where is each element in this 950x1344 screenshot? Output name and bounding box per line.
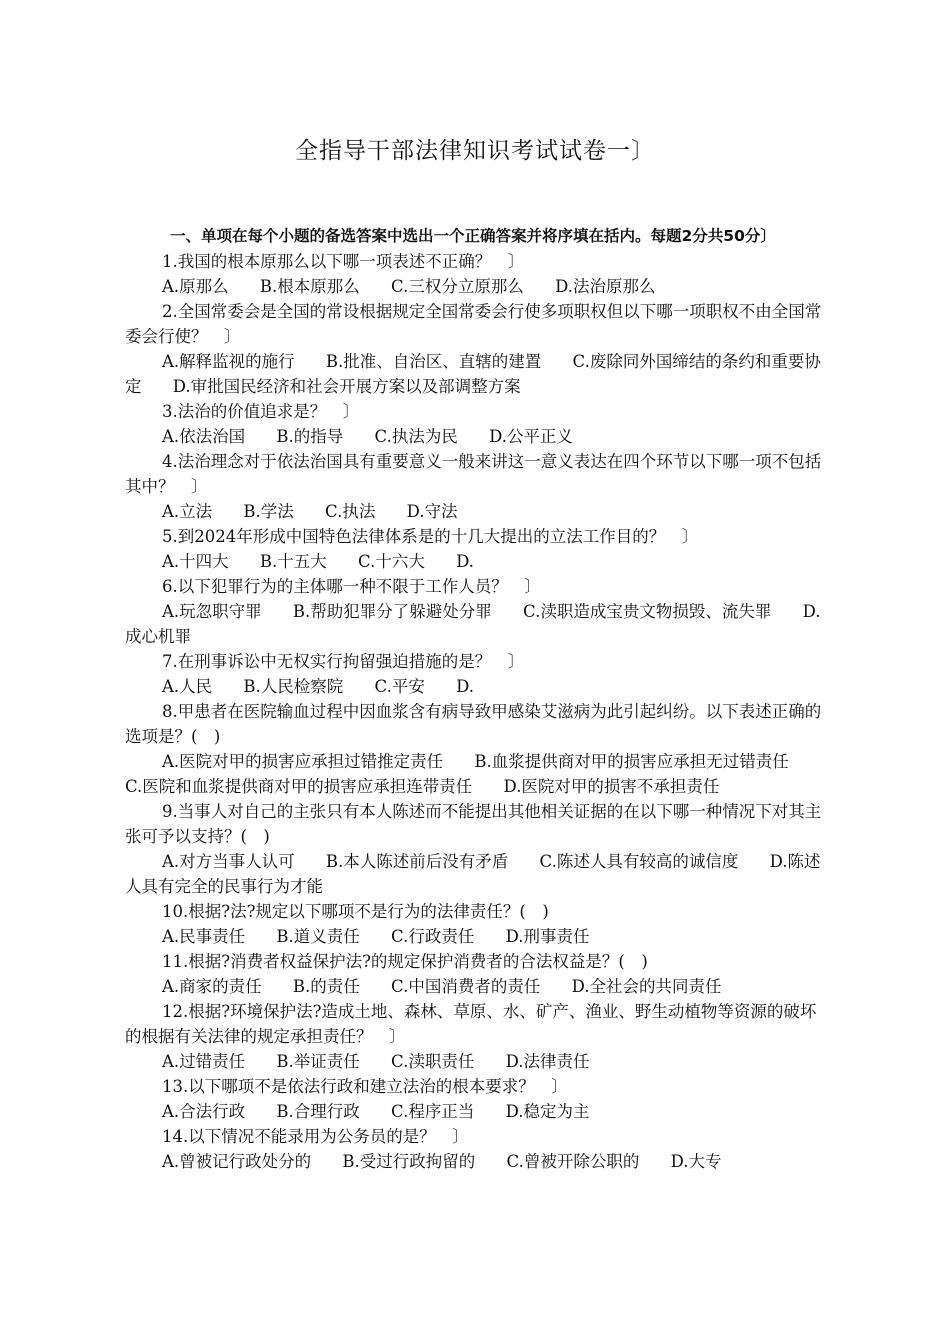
option-item: C.废除同外国缔结的条约和重要协定 bbox=[125, 352, 821, 396]
option-item: A.对方当事人认可 bbox=[162, 852, 295, 871]
option-item: A.曾被记行政处分的 bbox=[162, 1152, 312, 1171]
option-item: D.法治原那么 bbox=[555, 277, 656, 296]
option-item: B.的指导 bbox=[276, 427, 344, 446]
option-item: D.成心机罪 bbox=[125, 602, 821, 646]
option-item: B.的责任 bbox=[292, 977, 360, 996]
option-item: A.玩忽职守罪 bbox=[162, 602, 262, 621]
option-item: B.合理行政 bbox=[276, 1102, 360, 1121]
option-item: D.刑事责任 bbox=[505, 927, 590, 946]
option-item: C.渎职责任 bbox=[391, 1052, 475, 1071]
option-item: A.解释监视的施行 bbox=[162, 352, 295, 371]
option-item: D.审批国民经济和社会开展方案以及部调整方案 bbox=[172, 377, 521, 396]
option-item: A.商家的责任 bbox=[162, 977, 262, 996]
option-item: C.医院和血浆提供商对甲的损害应承担连带责任 bbox=[125, 777, 473, 796]
question-options bbox=[125, 974, 825, 999]
question-options bbox=[125, 424, 825, 449]
option-item: B.受过行政拘留的 bbox=[342, 1152, 476, 1171]
question-options bbox=[125, 849, 825, 899]
option-item: D.法律责任 bbox=[505, 1052, 590, 1071]
option-item: D.大专 bbox=[670, 1152, 722, 1171]
question-options bbox=[125, 674, 825, 699]
question-text: 6.以下犯罪行为的主体哪一种不限于工作人员？ 〕 bbox=[162, 577, 541, 596]
option-item: A.依法治国 bbox=[162, 427, 246, 446]
option-item: B.道义责任 bbox=[276, 927, 360, 946]
question-text: 1.我国的根本原那么以下哪一项表述不正确？ 〕 bbox=[162, 252, 525, 271]
question-options bbox=[125, 549, 825, 574]
option-item: B.学法 bbox=[243, 502, 294, 521]
question-options bbox=[125, 924, 825, 949]
option-item: B.根本原那么 bbox=[259, 277, 360, 296]
option-item: D. bbox=[456, 552, 474, 571]
question-options bbox=[125, 749, 825, 799]
option-item: D.公平正义 bbox=[489, 427, 573, 446]
question-options bbox=[125, 1049, 825, 1074]
option-item: C.曾被开除公职的 bbox=[506, 1152, 640, 1171]
option-item: C.陈述人具有较高的诚信度 bbox=[539, 852, 739, 871]
option-item: A.人民 bbox=[162, 677, 213, 696]
question-options bbox=[125, 499, 825, 524]
question-list bbox=[125, 249, 825, 1174]
option-item: B.批准、自治区、直辖的建置 bbox=[325, 352, 542, 371]
question-text: 13.以下哪项不是依法行政和建立法治的根本要求？ 〕 bbox=[162, 1077, 568, 1096]
question-text: 14.以下情况不能录用为公务员的是？ 〕 bbox=[162, 1127, 469, 1146]
option-item: A.过错责任 bbox=[162, 1052, 246, 1071]
option-item: A.民事责任 bbox=[162, 927, 246, 946]
question-text: 10.根据?法?规定以下哪项不是行为的法律责任？( ) bbox=[162, 902, 549, 921]
option-item: A.十四大 bbox=[162, 552, 229, 571]
option-item: A.医院对甲的损害应承担过错推定责任 bbox=[162, 752, 444, 771]
question-text: 7.在刑事诉讼中无权实行拘留强迫措施的是？ 〕 bbox=[162, 652, 525, 671]
section-heading: 一、单项在每个小题的备选答案中选出一个正确答案并将序填在括内。每题2分共50分〕 bbox=[170, 227, 776, 245]
option-item: B.帮助犯罪分了躲避处分罪 bbox=[292, 602, 492, 621]
question-options bbox=[125, 1149, 825, 1174]
question-text: 9.当事人对自己的主张只有本人陈述而不能提出其他相关证据的在以下哪一种情况下对其主张可予以支持？( ) bbox=[125, 802, 822, 846]
option-item: B.本人陈述前后没有矛盾 bbox=[325, 852, 509, 871]
option-item: D. bbox=[456, 677, 474, 696]
option-item: C.十六大 bbox=[358, 552, 425, 571]
option-item: A.合法行政 bbox=[162, 1102, 246, 1121]
option-item: D.医院对甲的损害不承担责任 bbox=[503, 777, 720, 796]
question-options bbox=[125, 274, 825, 299]
option-item: B.十五大 bbox=[259, 552, 327, 571]
option-item: B.人民检察院 bbox=[243, 677, 344, 696]
option-item: A.立法 bbox=[162, 502, 213, 521]
option-item: B.举证责任 bbox=[276, 1052, 360, 1071]
option-item: B.血浆提供商对甲的损害应承担无过错责任 bbox=[474, 752, 789, 771]
option-item: C.平安 bbox=[374, 677, 425, 696]
option-item: D.稳定为主 bbox=[505, 1102, 590, 1121]
question-text: 12.根据?环境保护法?造成土地、森林、草原、水、矿产、渔业、野生动植物等资源的破坏的根据有关法律的规定承担责任？ 〕 bbox=[125, 1002, 817, 1046]
option-item: A.原那么 bbox=[162, 277, 229, 296]
option-item: C.执法 bbox=[325, 502, 376, 521]
question-options bbox=[125, 349, 825, 399]
question-options bbox=[125, 1099, 825, 1124]
option-item: D.守法 bbox=[406, 502, 458, 521]
option-item: C.三权分立原那么 bbox=[391, 277, 524, 296]
question-options bbox=[125, 599, 825, 649]
option-item: C.执法为民 bbox=[374, 427, 458, 446]
exam-content bbox=[125, 224, 825, 1174]
question-text: 8.甲患者在医院输血过程中因血浆含有病导致甲感染艾滋病为此引起纠纷。以下表述正确的选项是？( ) bbox=[125, 702, 822, 746]
question-text: 2.全国常委会是全国的常设根据规定全国常委会行使多项职权但以下哪一项职权不由全国常委会行使？ 〕 bbox=[125, 302, 822, 346]
option-item: D.陈述人具有完全的民事行为才能 bbox=[125, 852, 821, 896]
page-title: 全指导干部法律知识考试试卷一〕 bbox=[295, 138, 655, 164]
question-text: 4.法治理念对于依法治国具有重要意义一般来讲这一意义表达在四个环节以下哪一项不包括其中？ 〕 bbox=[125, 452, 822, 496]
option-item: C.程序正当 bbox=[391, 1102, 475, 1121]
option-item: C.渎职造成宝贵文物损毁、流失罪 bbox=[523, 602, 772, 621]
question-text: 11.根据?消费者权益保护法?的规定保护消费者的合法权益是？( ) bbox=[162, 952, 648, 971]
question-text: 5.到2024年形成中国特色法律体系是的十几大提出的立法工作目的？ 〕 bbox=[162, 527, 699, 546]
option-item: D.全社会的共同责任 bbox=[571, 977, 722, 996]
option-item: C.行政责任 bbox=[391, 927, 475, 946]
question-text: 3.法治的价值追求是？ 〕 bbox=[162, 402, 360, 421]
option-item: C.中国消费者的责任 bbox=[391, 977, 541, 996]
